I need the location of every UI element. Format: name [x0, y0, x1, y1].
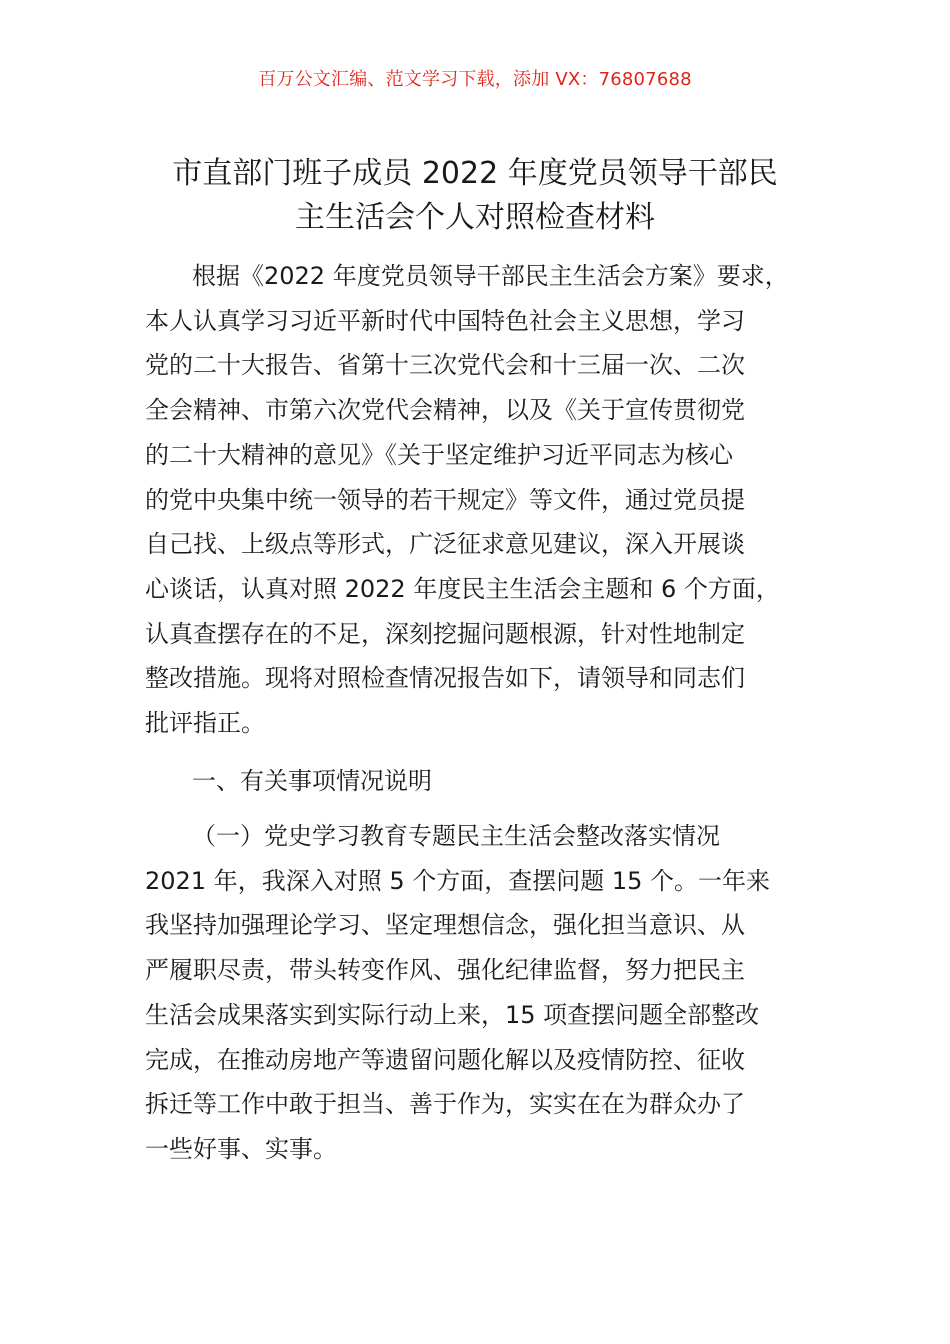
- document-title: [120, 152, 830, 240]
- paragraph-line: 党的二十大报告、省第十三次党代会和十三届一次、二次: [145, 351, 745, 380]
- title-line: 主生活会个人对照检查材料: [295, 200, 655, 235]
- paragraph-line: 的党中央集中统一领导的若干规定》等文件，通过党员提: [145, 485, 745, 514]
- watermark-banner: 百万公文汇编、范文学习下载，添加 VX：76807688: [258, 69, 692, 90]
- paragraph-line: 的二十大精神的意见》《关于坚定维护习近平同志为核心: [145, 440, 733, 469]
- paragraph-line: 2021 年，我深入对照 5 个方面，查摆问题 15 个。一年来: [145, 866, 771, 895]
- paragraph-line: 生活会成果落实到实际行动上来，15 项查摆问题全部整改: [145, 1000, 760, 1029]
- intro-paragraph: [145, 254, 835, 746]
- paragraph-line: 批评指正。: [145, 709, 265, 738]
- paragraph-line: 完成，在推动房地产等遗留问题化解以及疫情防控、征收: [145, 1045, 745, 1074]
- paragraph-line: 严履职尽责，带头转变作风、强化纪律监督，努力把民主: [145, 956, 745, 985]
- paragraph-line: （一）党史学习教育专题民主生活会整改落实情况: [192, 822, 720, 850]
- section-heading-text: 一、有关事项情况说明: [192, 767, 432, 795]
- paragraph-line: 本人认真学习习近平新时代中国特色社会主义思想，学习: [145, 306, 745, 335]
- paragraph-line: 整改措施。现将对照检查情况报告如下，请领导和同志们: [145, 664, 745, 693]
- paragraph-line: 拆迁等工作中敢于担当、善于作为，实实在在为群众办了: [145, 1090, 745, 1119]
- paragraph-line: 根据《2022 年度党员领导干部民主生活会方案》要求，: [192, 262, 789, 290]
- paragraph-line: 全会精神、市第六次党代会精神，以及《关于宣传贯彻党: [145, 396, 745, 425]
- paragraph-line: 心谈话，认真对照 2022 年度民主生活会主题和 6 个方面，: [145, 574, 780, 603]
- section-heading: [145, 759, 835, 804]
- paragraph-line: 自己找、上级点等形式，广泛征求意见建议，深入开展谈: [145, 530, 745, 559]
- paragraph-line: 我坚持加强理论学习、坚定理想信念，强化担当意识、从: [145, 911, 745, 940]
- paragraph-line: 一些好事、实事。: [145, 1134, 337, 1163]
- subsection-paragraph: [145, 814, 835, 1172]
- title-line: 市直部门班子成员 2022 年度党员领导干部民: [172, 156, 778, 191]
- paragraph-line: 认真查摆存在的不足，深刻挖掘问题根源，针对性地制定: [145, 619, 745, 648]
